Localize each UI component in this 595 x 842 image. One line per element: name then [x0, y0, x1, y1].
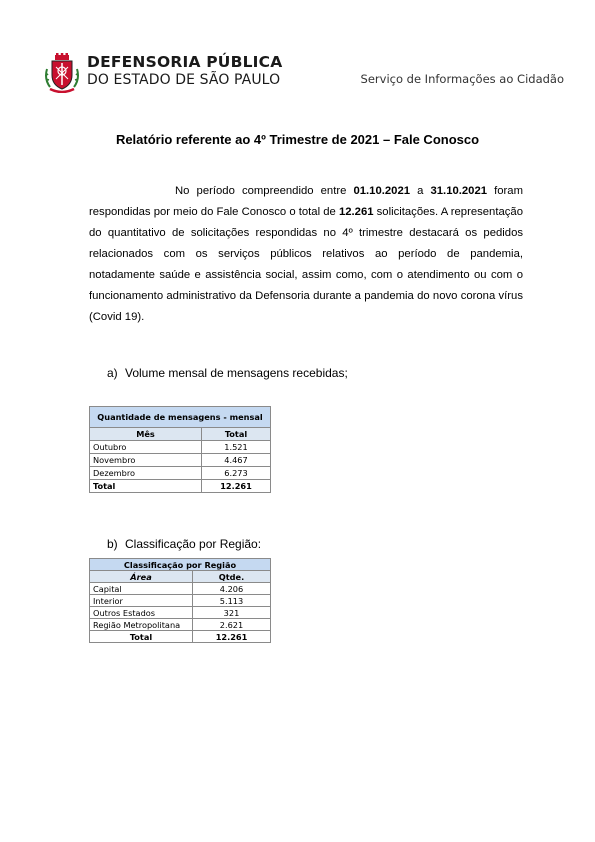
table-title-row — [90, 559, 271, 571]
month-cell: Outubro — [90, 441, 202, 454]
monthly-messages-table — [89, 406, 271, 493]
table-row — [90, 441, 271, 454]
total-cell: 1.521 — [202, 441, 271, 454]
qty-cell: 2.621 — [193, 619, 271, 631]
section-a-label — [107, 366, 348, 380]
service-name: Serviço de Informações ao Cidadão — [360, 72, 564, 86]
section-b-text: Classificação por Região: — [125, 537, 262, 551]
area-cell: Capital — [90, 583, 193, 595]
table-title: Quantidade de mensagens - mensal — [90, 407, 271, 428]
table-row — [90, 619, 271, 631]
table-row — [90, 607, 271, 619]
intro-text-1: No período compreendido entre — [175, 185, 354, 197]
month-cell: Novembro — [90, 454, 202, 467]
area-cell: Região Metropolitana — [90, 619, 193, 631]
area-cell: Interior — [90, 595, 193, 607]
total-label: Total — [90, 631, 193, 643]
intro-text-4: solicitações. A representação do quantitativo de solicitações respondidas no 4º trimestre destacará os pedidos relacionados com os serviços públicos relativos ao período de pandemia, notadamente saúde e assistência social, assim como, com o atendimento ou com o funcionamento administrativo da Defensoria durante a pandemia do novo corona vírus (Covid 19). — [89, 206, 523, 323]
org-name-line1: DEFENSORIA PÚBLICA — [87, 53, 283, 71]
org-name-line2: DO ESTADO DE SÃO PAULO — [87, 72, 281, 88]
total-cell: 6.273 — [202, 467, 271, 480]
table-header-row — [90, 571, 271, 583]
column-header-month: Mês — [90, 428, 202, 441]
table-row — [90, 595, 271, 607]
table-title-row — [90, 407, 271, 428]
total-value: 12.261 — [193, 631, 271, 643]
total-value: 12.261 — [202, 480, 271, 493]
total-cell: 4.467 — [202, 454, 271, 467]
total-label: Total — [90, 480, 202, 493]
table-header-row — [90, 428, 271, 441]
table-total-row — [90, 631, 271, 643]
column-header-qty: Qtde. — [193, 571, 271, 583]
qty-cell: 321 — [193, 607, 271, 619]
page-header — [44, 52, 564, 96]
report-title: Relatório referente ao 4º Trimestre de 2021 – Fale Conosco — [115, 132, 480, 147]
month-cell: Dezembro — [90, 467, 202, 480]
date-to: 31.10.2021 — [430, 185, 488, 197]
intro-text-3: foram respondidas por meio do Fale Conosco o total de — [89, 185, 523, 218]
column-header-area: Área — [90, 571, 193, 583]
qty-cell: 4.206 — [193, 583, 271, 595]
section-b-label — [107, 537, 261, 551]
table-row — [90, 454, 271, 467]
region-classification-table — [89, 558, 271, 643]
total-requests: 12.261 — [338, 206, 374, 218]
area-cell: Outros Estados — [90, 607, 193, 619]
table-row — [90, 583, 271, 595]
intro-paragraph — [89, 181, 523, 328]
intro-text-2: a — [410, 185, 431, 197]
date-from: 01.10.2021 — [353, 185, 411, 197]
column-header-total: Total — [202, 428, 271, 441]
table-title: Classificação por Região — [90, 559, 271, 571]
section-a-text: Volume mensal de mensagens recebidas; — [125, 366, 348, 380]
table-row — [90, 467, 271, 480]
section-b-letter: b) — [107, 537, 118, 551]
table-total-row — [90, 480, 271, 493]
qty-cell: 5.113 — [193, 595, 271, 607]
section-a-letter: a) — [107, 366, 118, 380]
sp-state-coat-of-arms-icon — [44, 53, 80, 93]
